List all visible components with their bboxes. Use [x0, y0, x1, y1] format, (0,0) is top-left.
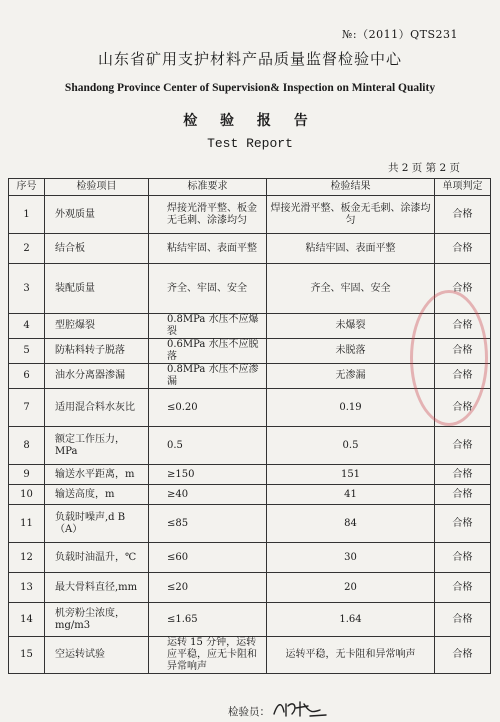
row-number: 1	[9, 196, 45, 234]
table-row	[9, 314, 491, 339]
row-number: 3	[9, 264, 45, 314]
row-verdict: 合格	[435, 264, 491, 314]
header-standard: 标准要求	[149, 179, 267, 196]
results-table	[8, 178, 491, 674]
row-item: 负载时油温升，℃	[45, 543, 149, 573]
row-verdict: 合格	[435, 339, 491, 364]
row-verdict: 合格	[435, 389, 491, 427]
header-verdict: 单项判定	[435, 179, 491, 196]
row-number: 12	[9, 543, 45, 573]
row-verdict: 合格	[435, 485, 491, 505]
table-header-row	[9, 179, 491, 196]
table-row	[9, 234, 491, 264]
row-number: 10	[9, 485, 45, 505]
row-verdict: 合格	[435, 603, 491, 637]
row-standard: ≤1.65	[149, 603, 267, 637]
row-result: 粘结牢固、表面平整	[267, 234, 435, 264]
row-number: 7	[9, 389, 45, 427]
row-number: 8	[9, 427, 45, 465]
row-item: 机旁粉尘浓度，mg/m3	[45, 603, 149, 637]
row-number: 2	[9, 234, 45, 264]
row-item: 装配质量	[45, 264, 149, 314]
row-item: 油水分离器渗漏	[45, 364, 149, 389]
row-verdict: 合格	[435, 465, 491, 485]
row-result: 30	[267, 543, 435, 573]
row-standard: 0.8MPa 水压不应渗漏	[149, 364, 267, 389]
row-number: 4	[9, 314, 45, 339]
row-result: 41	[267, 485, 435, 505]
row-item: 最大骨料直径,mm	[45, 573, 149, 603]
row-result: 未爆裂	[267, 314, 435, 339]
row-item: 适用混合料水灰比	[45, 389, 149, 427]
row-item: 结合板	[45, 234, 149, 264]
row-item: 外观质量	[45, 196, 149, 234]
row-result: 未脱落	[267, 339, 435, 364]
row-standard: ≥150	[149, 465, 267, 485]
organization-name-cn: 山东省矿用支护材料产品质量监督检验中心	[97, 50, 402, 68]
row-result: 0.5	[267, 427, 435, 465]
row-item: 输送水平距离，m	[45, 465, 149, 485]
inspector-signature	[270, 696, 330, 720]
report-title-cn: 检 验 报 告	[183, 113, 317, 129]
header-no: 序号	[9, 179, 45, 196]
row-verdict: 合格	[435, 234, 491, 264]
table-body	[9, 196, 491, 674]
table-row	[9, 427, 491, 465]
row-item: 负载时噪声,d B（A）	[45, 505, 149, 543]
row-verdict: 合格	[435, 196, 491, 234]
row-number: 9	[9, 465, 45, 485]
row-result: 焊接光滑平整、板金无毛刺、涂漆均匀	[267, 196, 435, 234]
row-standard: ≤20	[149, 573, 267, 603]
row-verdict: 合格	[435, 427, 491, 465]
row-number: 14	[9, 603, 45, 637]
table-row	[9, 364, 491, 389]
row-result: 20	[267, 573, 435, 603]
row-item: 防粘料转子脱落	[45, 339, 149, 364]
header-result: 检验结果	[267, 179, 435, 196]
row-standard: 0.6MPa 水压不应脱落	[149, 339, 267, 364]
row-item: 额定工作压力，MPa	[45, 427, 149, 465]
table-row	[9, 264, 491, 314]
table-row	[9, 339, 491, 364]
row-standard: ≤60	[149, 543, 267, 573]
report-title-en: Test Report	[207, 136, 293, 151]
row-standard: 粘结牢固、表面平整	[149, 234, 267, 264]
organization-name-en: Shandong Province Center of Supervision& Inspection on Minteral Quality	[64, 82, 436, 94]
row-verdict: 合格	[435, 314, 491, 339]
table-row	[9, 485, 491, 505]
table-row	[9, 573, 491, 603]
header-item: 检验项目	[45, 179, 149, 196]
row-result: 无渗漏	[267, 364, 435, 389]
row-verdict: 合格	[435, 637, 491, 674]
certificate-number: №:（2011）QTS231	[342, 28, 458, 41]
row-number: 5	[9, 339, 45, 364]
row-standard: 0.8MPa 水压不应爆裂	[149, 314, 267, 339]
row-result: 151	[267, 465, 435, 485]
table-row	[9, 465, 491, 485]
row-verdict: 合格	[435, 505, 491, 543]
table-row	[9, 543, 491, 573]
table-row	[9, 389, 491, 427]
row-item: 输送高度，m	[45, 485, 149, 505]
table-row	[9, 603, 491, 637]
row-result: 84	[267, 505, 435, 543]
row-verdict: 合格	[435, 573, 491, 603]
row-standard: 焊接光滑平整、板金无毛刺、涂漆均匀	[149, 196, 267, 234]
row-result: 运转平稳，无卡阻和异常响声	[267, 637, 435, 674]
row-verdict: 合格	[435, 364, 491, 389]
row-number: 15	[9, 637, 45, 674]
row-number: 13	[9, 573, 45, 603]
row-standard: ≤0.20	[149, 389, 267, 427]
row-number: 11	[9, 505, 45, 543]
row-standard: ≥40	[149, 485, 267, 505]
row-result: 齐全、牢固、安全	[267, 264, 435, 314]
row-verdict: 合格	[435, 543, 491, 573]
row-result: 1.64	[267, 603, 435, 637]
row-standard: 0.5	[149, 427, 267, 465]
row-item: 空运转试验	[45, 637, 149, 674]
row-item: 型腔爆裂	[45, 314, 149, 339]
table-row	[9, 196, 491, 234]
table-row	[9, 505, 491, 543]
row-result: 0.19	[267, 389, 435, 427]
row-standard: 齐全、牢固、安全	[149, 264, 267, 314]
row-standard: ≤85	[149, 505, 267, 543]
page-count: 共 2 页 第 2 页	[387, 162, 460, 174]
inspector-label: 检验员：	[228, 706, 270, 718]
row-standard: 运转 15 分钟，运转应平稳，应无卡阻和异常响声	[149, 637, 267, 674]
table-row	[9, 637, 491, 674]
row-number: 6	[9, 364, 45, 389]
